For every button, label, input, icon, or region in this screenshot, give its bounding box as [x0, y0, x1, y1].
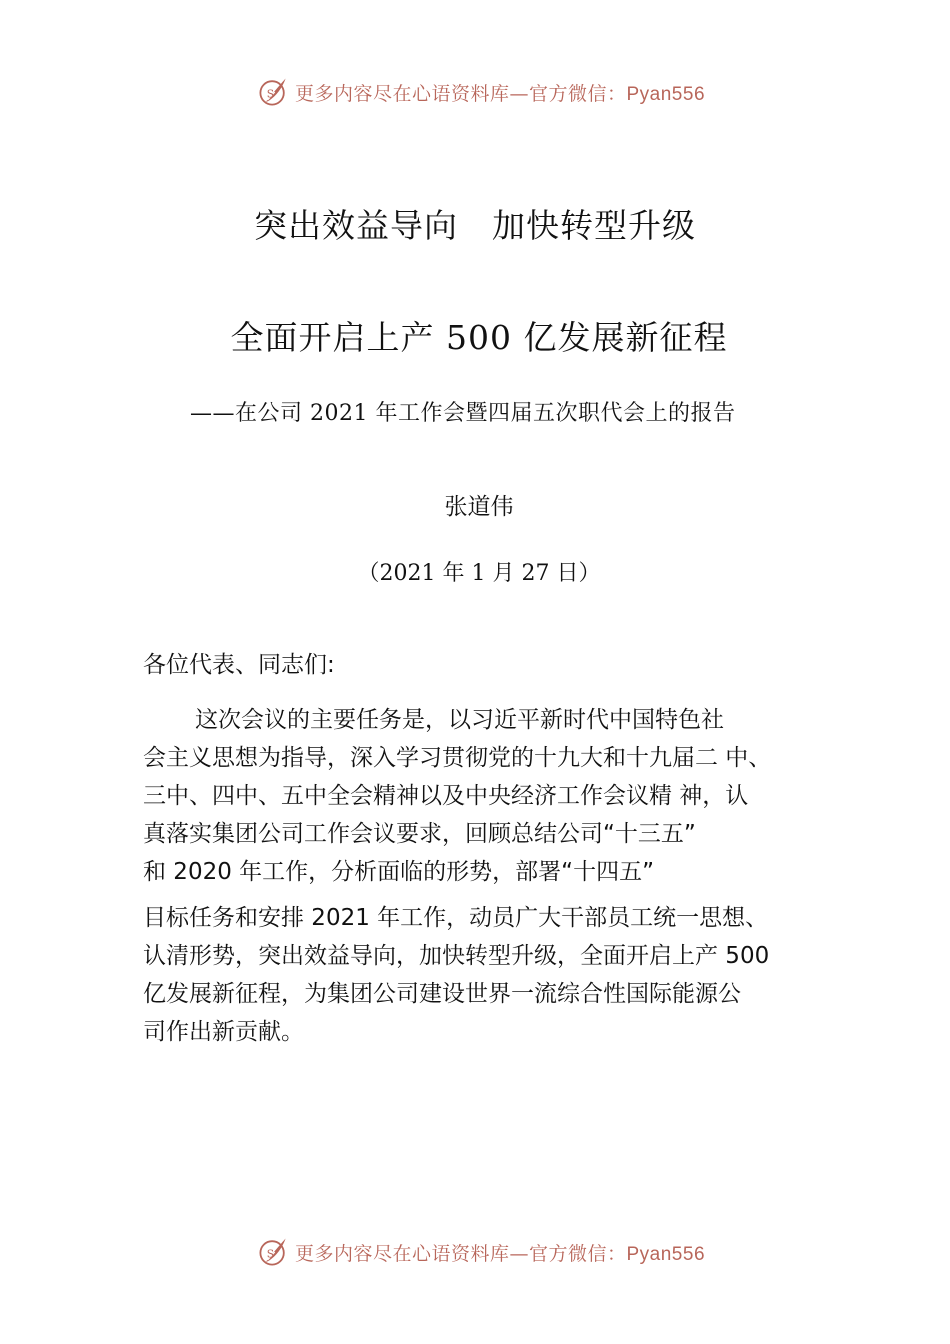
quill-logo-icon [255, 74, 291, 110]
watermark-content [255, 74, 705, 110]
footer-watermark [0, 1232, 950, 1272]
quill-logo-icon [255, 1234, 291, 1270]
header-watermark [0, 72, 950, 112]
document-title-line-1: 突出效益导向 加快转型升级 [254, 206, 696, 245]
document-subtitle: ——在公司 2021 年工作会暨四届五次职代会上的报告 [190, 401, 736, 426]
watermark-text: 更多内容尽在心语资料库—官方微信：Pyan556 [294, 82, 706, 105]
body-line: 司作出新贡献。 [143, 1019, 304, 1045]
watermark-text: 更多内容尽在心语资料库—官方微信：Pyan556 [294, 1242, 706, 1265]
document-date: （2021 年 1 月 27 日） [357, 561, 601, 586]
svg-text:S: S [266, 1247, 275, 1261]
body-line: 会主义思想为指导，深入学习贯彻党的十九大和十九届二 中、 [143, 745, 772, 771]
body-line: 真落实集团公司工作会议要求，回顾总结公司“十三五” [143, 821, 696, 847]
body-line: 亿发展新征程，为集团公司建设世界一流综合性国际能源公 [143, 981, 741, 1007]
body-paragraph [143, 704, 813, 1054]
watermark-content [255, 1234, 705, 1270]
body-line: 三中、四中、五中全会精神以及中央经济工作会议精 神，认 [143, 783, 749, 809]
document-author: 张道伟 [444, 494, 514, 520]
svg-text:S: S [266, 87, 275, 101]
body-line: 认清形势，突出效益导向，加快转型升级，全面开启上产 500 [143, 943, 770, 969]
greeting: 各位代表、同志们: [143, 652, 335, 678]
body-line: 和 2020 年工作，分析面临的形势，部署“十四五” [143, 859, 654, 885]
body-line: 这次会议的主要任务是，以习近平新时代中国特色社 [195, 707, 724, 733]
body-line: 目标任务和安排 2021 年工作，动员广大干部员工统一思想、 [143, 905, 769, 931]
document-title-line-2: 全面开启上产 500 亿发展新征程 [230, 318, 728, 357]
